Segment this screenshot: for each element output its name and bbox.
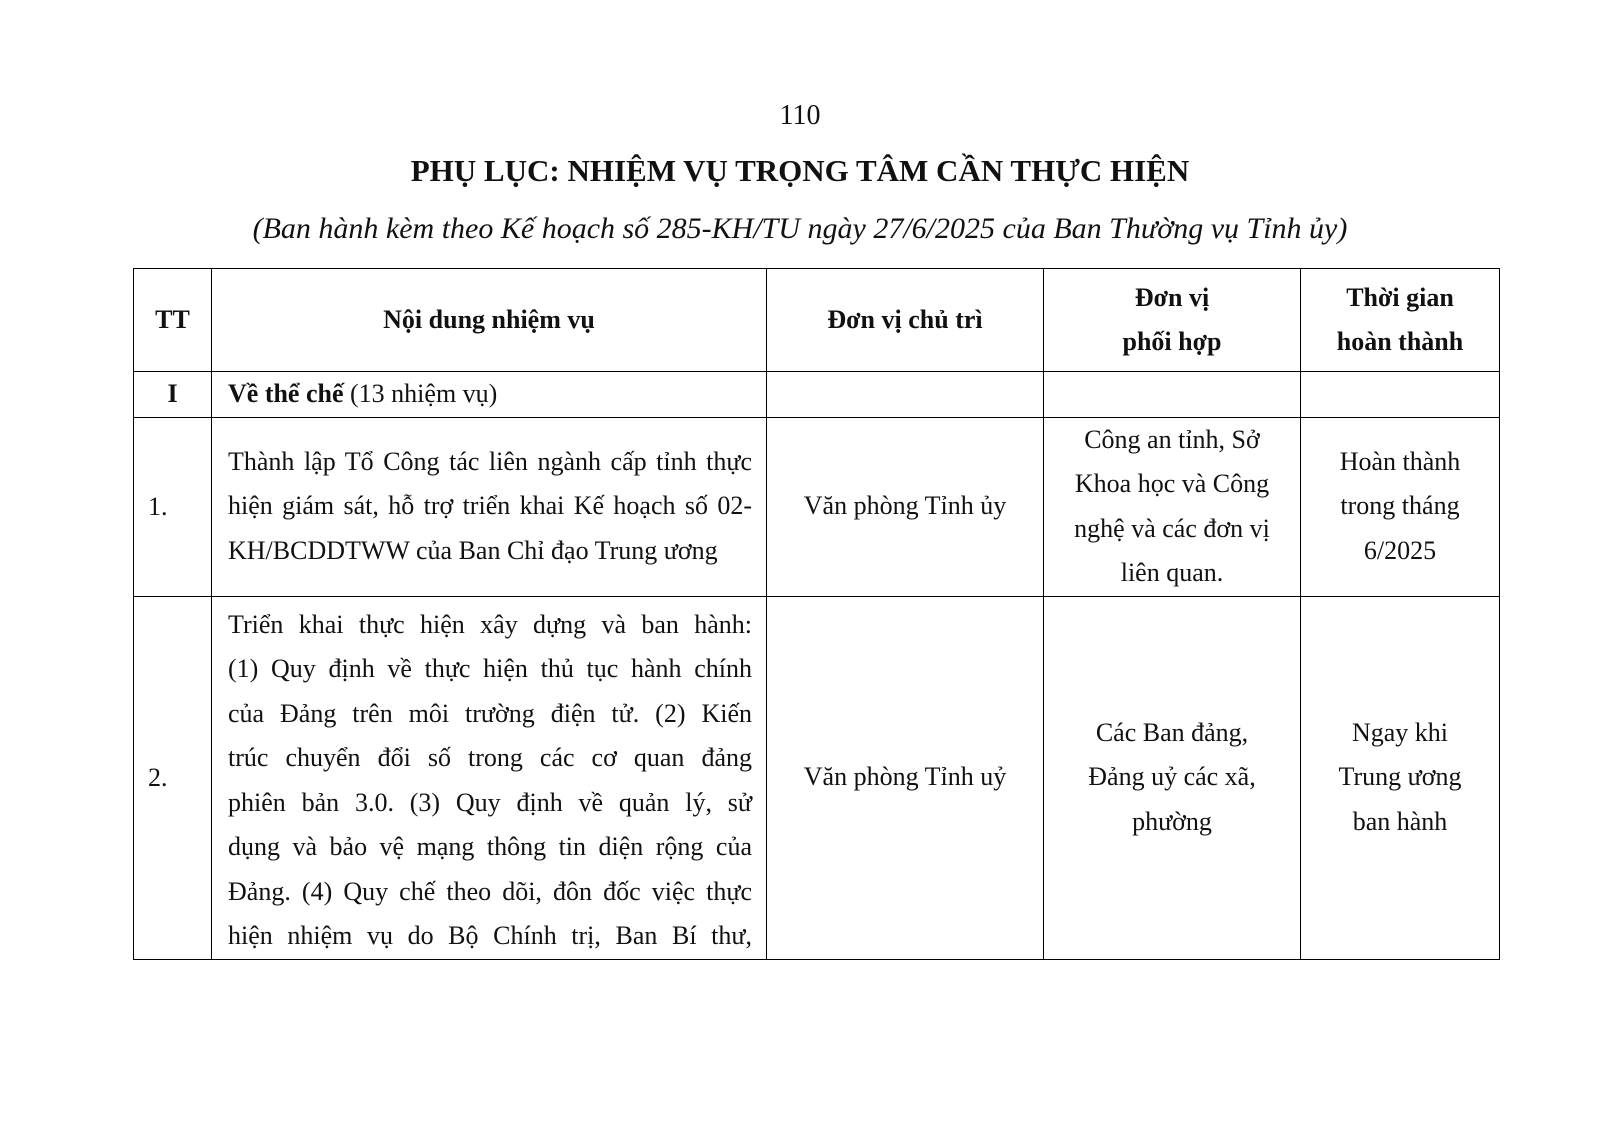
content-line: Đảng. (4) Quy chế theo dõi, đôn đốc việc thực xyxy=(228,876,752,906)
coord-line: liên quan. xyxy=(1120,558,1224,587)
header-deadline-line: Thời gian xyxy=(1346,283,1454,312)
empty-cell xyxy=(767,372,1044,418)
section-title: Về thể chế xyxy=(228,379,344,408)
empty-cell xyxy=(1301,372,1500,418)
header-deadline xyxy=(1301,269,1500,372)
deadline-line: trong tháng xyxy=(1340,491,1460,521)
table-header-row xyxy=(134,269,1500,372)
coord-line: Đảng uỷ các xã, xyxy=(1088,762,1256,792)
content-line: Triển khai thực hiện xây dựng và ban hành: xyxy=(228,609,752,639)
row-content xyxy=(212,596,767,959)
deadline-line: Trung ương xyxy=(1338,762,1462,792)
page-subtitle: (Ban hành kèm theo Kế hoạch số 285-KH/TU ngày 27/6/2025 của Ban Thường vụ Tỉnh ủy) xyxy=(252,212,1348,245)
coord-line: Công an tỉnh, Sở xyxy=(1084,424,1260,454)
content-line: của Đảng trên môi trường điện tử. (2) Kiến xyxy=(228,698,752,728)
header-coord-unit-line: Đơn vị xyxy=(1134,283,1210,312)
row-coord-unit xyxy=(1044,417,1301,596)
row-lead-unit: Văn phòng Tỉnh uỷ xyxy=(767,596,1044,959)
header-content: Nội dung nhiệm vụ xyxy=(212,269,767,372)
content-line: hiện nhiệm vụ do Bộ Chính trị, Ban Bí thư, xyxy=(228,921,752,950)
table-row xyxy=(134,596,1500,959)
page-title: PHỤ LỤC: NHIỆM VỤ TRỌNG TÂM CẦN THỰC HIỆN xyxy=(410,153,1190,188)
table-row xyxy=(134,417,1500,596)
row-content xyxy=(212,417,767,596)
content-line: dụng và bảo vệ mạng thông tin diện rộng của xyxy=(228,832,752,861)
row-coord-unit xyxy=(1044,596,1301,959)
header-tt: TT xyxy=(134,269,212,372)
row-deadline xyxy=(1301,417,1500,596)
section-count: (13 nhiệm vụ) xyxy=(350,379,498,408)
coord-line: Các Ban đảng, xyxy=(1095,717,1249,747)
deadline-line: Ngay khi xyxy=(1351,717,1449,747)
coord-line: phường xyxy=(1132,806,1212,836)
tasks-table xyxy=(133,268,1500,960)
page-number: 110 xyxy=(779,100,821,131)
header-lead-unit: Đơn vị chủ trì xyxy=(767,269,1044,372)
header-deadline-line: hoàn thành xyxy=(1336,327,1464,356)
content-line: Thành lập Tổ Công tác liên ngành cấp tỉnh thực xyxy=(228,446,752,476)
deadline-line: Hoàn thành xyxy=(1339,446,1461,476)
section-number: I xyxy=(134,372,212,418)
section-row xyxy=(134,372,1500,418)
coord-line: Khoa học và Công xyxy=(1074,469,1270,498)
deadline-line: ban hành xyxy=(1352,806,1448,836)
header-coord-unit-line: phối hợp xyxy=(1122,327,1222,356)
content-line: hiện giám sát, hỗ trợ triển khai Kế hoạch số 02- xyxy=(228,491,752,521)
content-line: trúc chuyển đổi số trong các cơ quan đảng xyxy=(228,743,752,772)
content-line: phiên bản 3.0. (3) Quy định về quản lý, sử xyxy=(228,787,752,817)
header-coord-unit xyxy=(1044,269,1301,372)
deadline-line: 6/2025 xyxy=(1363,535,1437,565)
content-line: KH/BCDDTWW của Ban Chỉ đạo Trung ương xyxy=(228,535,718,565)
empty-cell xyxy=(1044,372,1301,418)
row-lead-unit: Văn phòng Tỉnh ủy xyxy=(767,417,1044,596)
row-number: 1. xyxy=(134,417,212,596)
row-deadline xyxy=(1301,596,1500,959)
row-number: 2. xyxy=(134,596,212,959)
section-title-cell xyxy=(212,372,767,418)
content-line: (1) Quy định về thực hiện thủ tục hành chính xyxy=(228,654,752,683)
coord-line: nghệ và các đơn vị xyxy=(1074,513,1270,543)
